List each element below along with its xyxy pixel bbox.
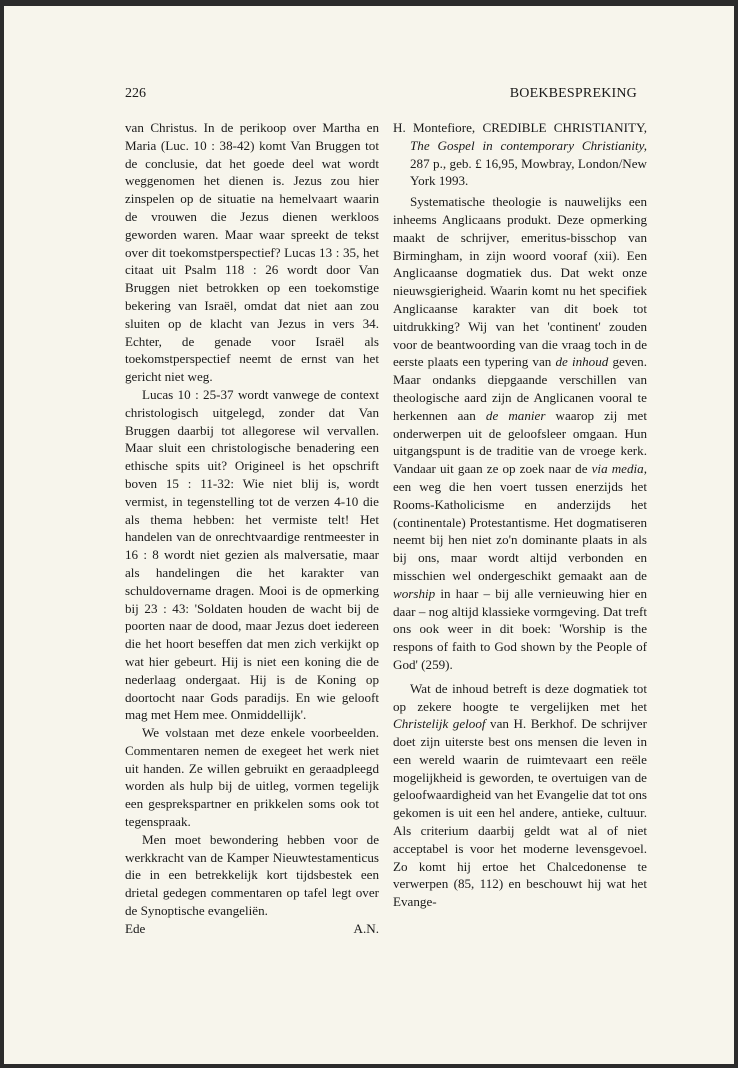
left-column	[125, 119, 379, 938]
book-author: H. Montefiore,	[393, 120, 476, 135]
paragraph: Systematische theologie is nauwelijks een inheems Anglicaans produkt. Deze opmerking maakt de schrijver, emeritus-bisschop van Birmingham, in zijn woord vooraf (xii). Een Anglicaanse dogmatiek dus. Dat wekt onze nieuwsgierigheid. Waarin komt nu het specifiek Anglicaanse karakter van dit boek tot uitdrukking? Wij van het 'continent' zouden voor de beantwoording van die vraag toch in de eerste plaats een typering van de inhoud geven. Maar ondanks diepgaande verschillen van theologische aard zijn de Anglicanen vooral te herkennen aan de manier waarop zij met onderwerpen uit de geloofsleer omgaan. Hun uitgangspunt is de traditie van de vroege kerk. Vandaar uit gaan ze op zoek naar de via media, een weg die hen voert tussen enerzijds het Rooms-Katholicisme en anderzijds het (continentale) Protestantisme. Het dogmatiseren neemt bij hen niet zo'n dominante plaats in als bij ons, maar wordt altijd verbonden en misschien wel ondergeschikt gemaakt aan de worship in haar – bij alle vernieuwing hier en daar – nog altijd klassieke vormgeving. Dat treft ons ook weer in dit boek: 'Worship is the respons of faith to God shown by the People of God' (259).	[393, 194, 648, 672]
emphasis: Christelijk geloof	[393, 716, 486, 732]
signature-place: Ede	[125, 920, 146, 936]
emphasis: de inhoud	[555, 354, 609, 370]
emphasis: via media,	[591, 461, 648, 477]
book-title: CREDIBLE CHRISTIANITY,	[482, 120, 647, 135]
paragraph: van Christus. In de perikoop over Martha en Maria (Luc. 10 : 38-42) komt Van Bruggen tot de conclusie, dat het goede deel wat wordt weggenomen het dienen is. Jezus zou hier zinspelen op de situatie na hemelvaart waarin de vrouwen die Jezus dienen werkloos geworden waren. Maar waar spreekt de tekst over dit toekomstperspectief? Lucas 13 : 35, het citaat uit Psalm 118 : 26 wordt door Van Bruggen niet betrokken op een toekomstige bekering van Israël, omdat dat niet aan zou sluiten op de klacht van Jezus in vers 34. Echter, de genade voor Israël als toekomstperspectief neemt de ernst van het gericht niet weg.	[125, 120, 379, 385]
emphasis: de manier	[485, 407, 546, 423]
paragraph: Wat de inhoud betreft is deze dogmatiek tot op zekere hoogte te vergelijken met het Christelijk geloof van H. Berkhof. De schrijver doet zijn uiterste best ons mensen die leven in een wereld waarin de ruimtevaart een reële mogelijkheid is geworden, te overtuigen van de geloofwaardigheid van het Evangelie dat tot ons gekomen is uit een hel andere, antieke, cultuur. Als criterium daarbij geldt wat al of niet acceptabel is voor het moderne levensgevoel. Zo komt hij ertoe het Chalcedonense te verwerpen (85, 112) en beschouwt hij wat het Evange-	[393, 680, 647, 910]
paragraph: Lucas 10 : 25-37 wordt vanwege de context christologisch uitgelegd, zonder dat Van Bruggen daarbij tot allegorese wil vervallen. Maar sluit een christologische benadering een ethische spits uit? Origineel is het opschrift boven 15 : 11-32: Wie niet blij is, wordt vermist, in tegenstelling tot de verzen 4-10 die als thema hebben: het vermiste telt! Het handelen van de onrechtvaardige rentmeester in 16 : 8 wordt niet gezien als malversatie, maar als handelingen die het karakter van schuldovername dragen. Mooi is de opmerking bij 23 : 43: 'Soldaten houden de wacht bij de poorten naar de dood, maar Jezus doet iedereen die het hoort beseffen dat men zich verkijkt op wat hier gebeurt. Hij is niet een koning die de nederlaag ondergaat. Hij is de Koning op doortocht naar Gods paradijs. En wie gelooft mag met Hem mee. Onmiddellijk'.	[125, 386, 379, 723]
page-number: 226	[125, 86, 146, 101]
running-title: BOEKBESPREKING	[509, 86, 637, 101]
signature	[125, 920, 379, 938]
signature-author: A.N.	[353, 920, 379, 936]
right-column	[393, 119, 647, 911]
emphasis: worship	[393, 585, 436, 601]
paragraph: Men moet bewondering hebben voor de werkkracht van de Kamper Nieuwtestamenticus die in een betrekkelijk kort tijdsbestek een drietal gedegen commentaren op tafel legt over de Synoptische evangeliën.	[125, 831, 379, 919]
page	[4, 6, 734, 1064]
book-reference	[393, 119, 647, 190]
paragraph: We volstaan met deze enkele voorbeelden. Commentaren nemen de exegeet het werk niet uit handen. Ze willen gebruikt en geraadpleegd worden als hulp bij de uitleg, vormen tegelijk een gesprekspartner en prikkelen soms ook tot tegenspraak.	[125, 725, 379, 830]
book-subtitle: The Gospel in contemporary Christianity,	[410, 137, 647, 153]
book-details: 287 p., geb. £ 16,95, Mowbray, London/New York 1993.	[410, 155, 647, 189]
